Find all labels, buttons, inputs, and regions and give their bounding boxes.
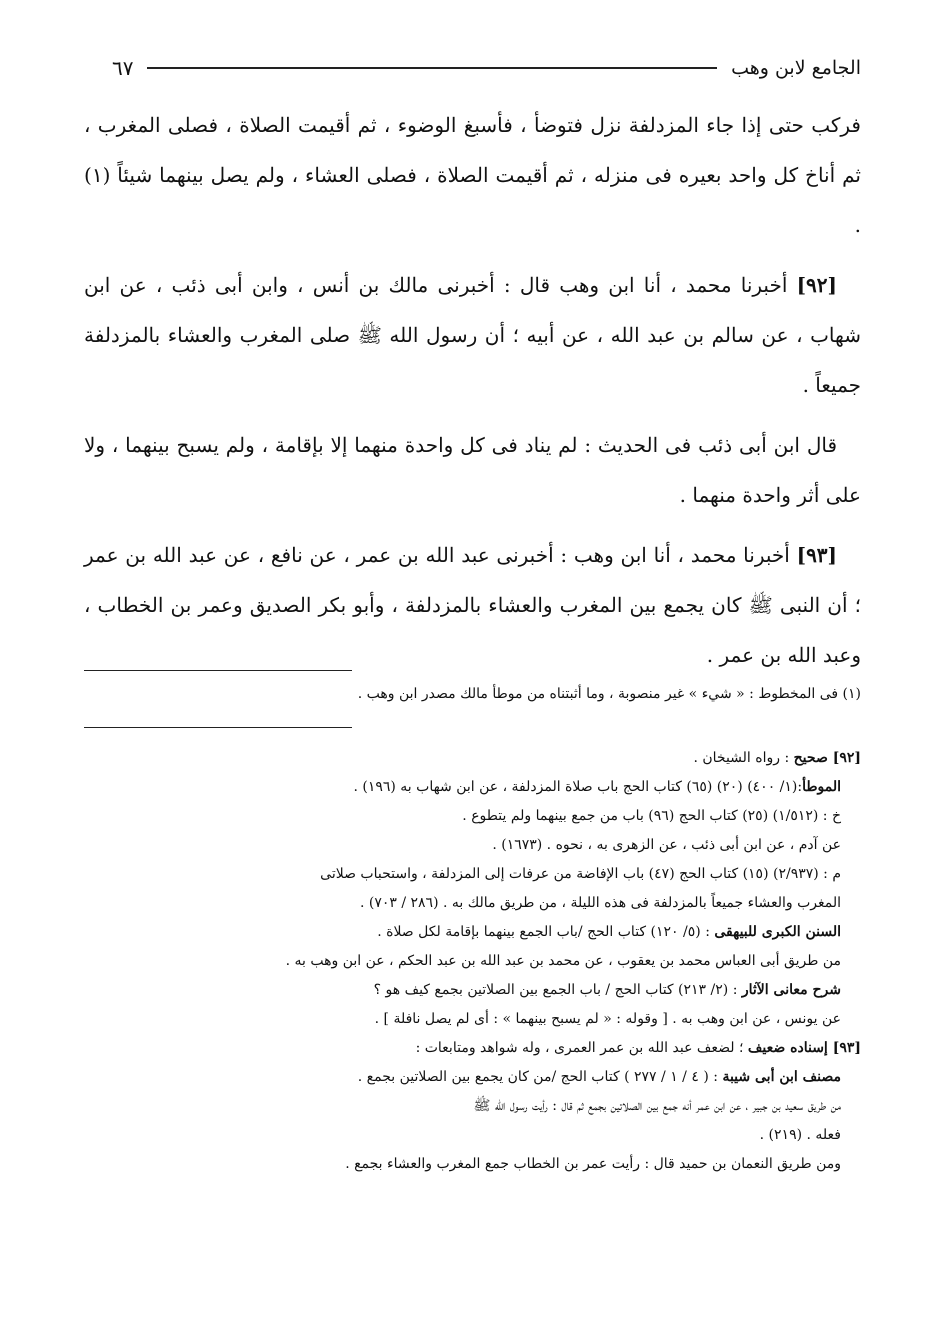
note-line: من طريق أبى العباس محمد بن يعقوب ، عن محمد بن عبد الله بن عبد الحكم ، عن ابن وهب به . xyxy=(285,953,841,969)
paragraph-1: فركب حتى إذا جاء المزدلفة نزل فتوضأ ، فأسبغ الوضوء ، ثم أقيمت الصلاة ، فصلى المغرب ، ثم أناخ كل واحد بعيره فى منزله ، ثم أقيمت الصلاة ، فصلى العشاء ، ولم يصل بينهما شيئاً (١) . xyxy=(84,113,861,237)
note-text: : (٥/ ١٢٠) كتاب الحج /باب الجمع بينهما بإقامة لكل صلاة . xyxy=(377,924,710,940)
note-label: [٩٣] إسناده ضعيف xyxy=(747,1040,861,1056)
note-line: فعله . (٢١٩) . xyxy=(759,1127,841,1143)
note-label: مصنف ابن أبى شيبة xyxy=(722,1069,841,1085)
note-label: [٩٢] صحيح xyxy=(793,750,861,766)
paragraph-92 xyxy=(84,260,861,410)
hadith-text-93: أخبرنا محمد ، أنا ابن وهب : أخبرنى عبد الله بن عمر ، عن نافع ، عن عبد الله بن عمر ؛ أن النبى ﷺ كان يجمع بين المغرب والعشاء بالمزدلفة ، وأبو بكر الصديق وعمر بن الخطاب ، وعبد الله بن عمر . xyxy=(84,543,862,667)
takhrij-notes xyxy=(84,744,861,1179)
note-line xyxy=(84,918,861,947)
note-label: شرح معانى الآثار xyxy=(741,982,841,998)
note-text: : (٢/ ٢١٣) كتاب الحج / باب الجمع بين الصلاتين بجمع كيف هو ؟ xyxy=(373,982,738,998)
notes-separator xyxy=(84,727,352,728)
note-line: خ : (١/٥١٢) (٢٥) كتاب الحج (٩٦) باب من جمع بينهما ولم يتطوع . xyxy=(462,808,841,824)
page-number: ٦٧ xyxy=(112,56,134,80)
note-line xyxy=(84,773,861,802)
note-text: :(١/ ٤٠٠) (٢٠) (٦٥) كتاب الحج باب صلاة المزدلفة ، عن ابن شهاب به (١٩٦) . xyxy=(353,779,803,795)
note-line xyxy=(84,1034,861,1063)
hadith-text-92: أخبرنا محمد ، أنا ابن وهب قال : أخبرنى مالك بن أنس ، وابن أبى ذئب ، عن ابن شهاب ، عن سالم بن عبد الله ، عن أبيه ؛ أن رسول الله ﷺ صلى المغرب والعشاء بالمزدلفة جميعاً . xyxy=(84,273,861,397)
note-text: : ( ٤ / ١ / ٢٧٧ ) كتاب الحج /من كان يجمع بين الصلاتين بجمع . xyxy=(357,1069,718,1085)
note-label: السنن الكبرى للبيهقى xyxy=(714,924,841,940)
note-line: م : (٢/٩٣٧) (١٥) كتاب الحج (٤٧) باب الإفاضة من عرفات إلى المزدلفة ، واستحباب صلاتى xyxy=(320,866,841,882)
page-header xyxy=(112,48,861,88)
paragraph-commentary: قال ابن أبى ذئب فى الحديث : لم يناد فى كل واحدة منهما إلا بإقامة ، ولم يسبح بينهما ، ولا على أثر واحدة منهما . xyxy=(84,433,861,507)
note-label: الموطأ xyxy=(802,779,841,795)
note-line xyxy=(84,744,861,773)
note-text: : رواه الشيخان . xyxy=(693,750,790,766)
footnote-separator xyxy=(84,670,352,671)
hadith-number-92: [٩٢] xyxy=(796,273,837,297)
note-line: المغرب والعشاء جميعاً بالمزدلفة فى هذه الليلة ، من طريق مالك به . (٢٨٦ / ٧٠٣) . xyxy=(359,895,841,911)
hadith-number-93: [٩٣] xyxy=(796,543,838,567)
note-text: ؛ لضعف عبد الله بن عمر العمرى ، وله شواهد ومتابعات : xyxy=(415,1040,744,1056)
paragraph-93 xyxy=(84,530,861,680)
running-title: الجامع لابن وهب xyxy=(731,57,861,79)
note-line: عن آدم ، عن ابن أبى ذئب ، عن الزهرى به ، نحوه . (١٦٧٣) . xyxy=(492,837,841,853)
note-line: ومن طريق النعمان بن حميد قال : رأيت عمر بن الخطاب جمع المغرب والعشاء بجمع . xyxy=(345,1156,841,1172)
note-line: من طريق سعيد بن جبير ، عن ابن عمر أنه جمع بين الصلاتين بجمع ثم قال : رأيت رسول الله ﷺ xyxy=(473,1098,841,1114)
note-line xyxy=(84,976,861,1005)
footnote-1: (١) فى المخطوط : « شيء » غير منصوبة ، وما أثبتناه من موطأ مالك مصدر ابن وهب . xyxy=(357,686,861,702)
header-rule xyxy=(147,67,717,69)
main-text xyxy=(84,100,861,690)
note-line: عن يونس ، عن ابن وهب به . [ وقوله : « لم يسبح بينهما » : أى لم يصل نافلة ] . xyxy=(374,1011,841,1027)
note-line xyxy=(84,1063,861,1092)
